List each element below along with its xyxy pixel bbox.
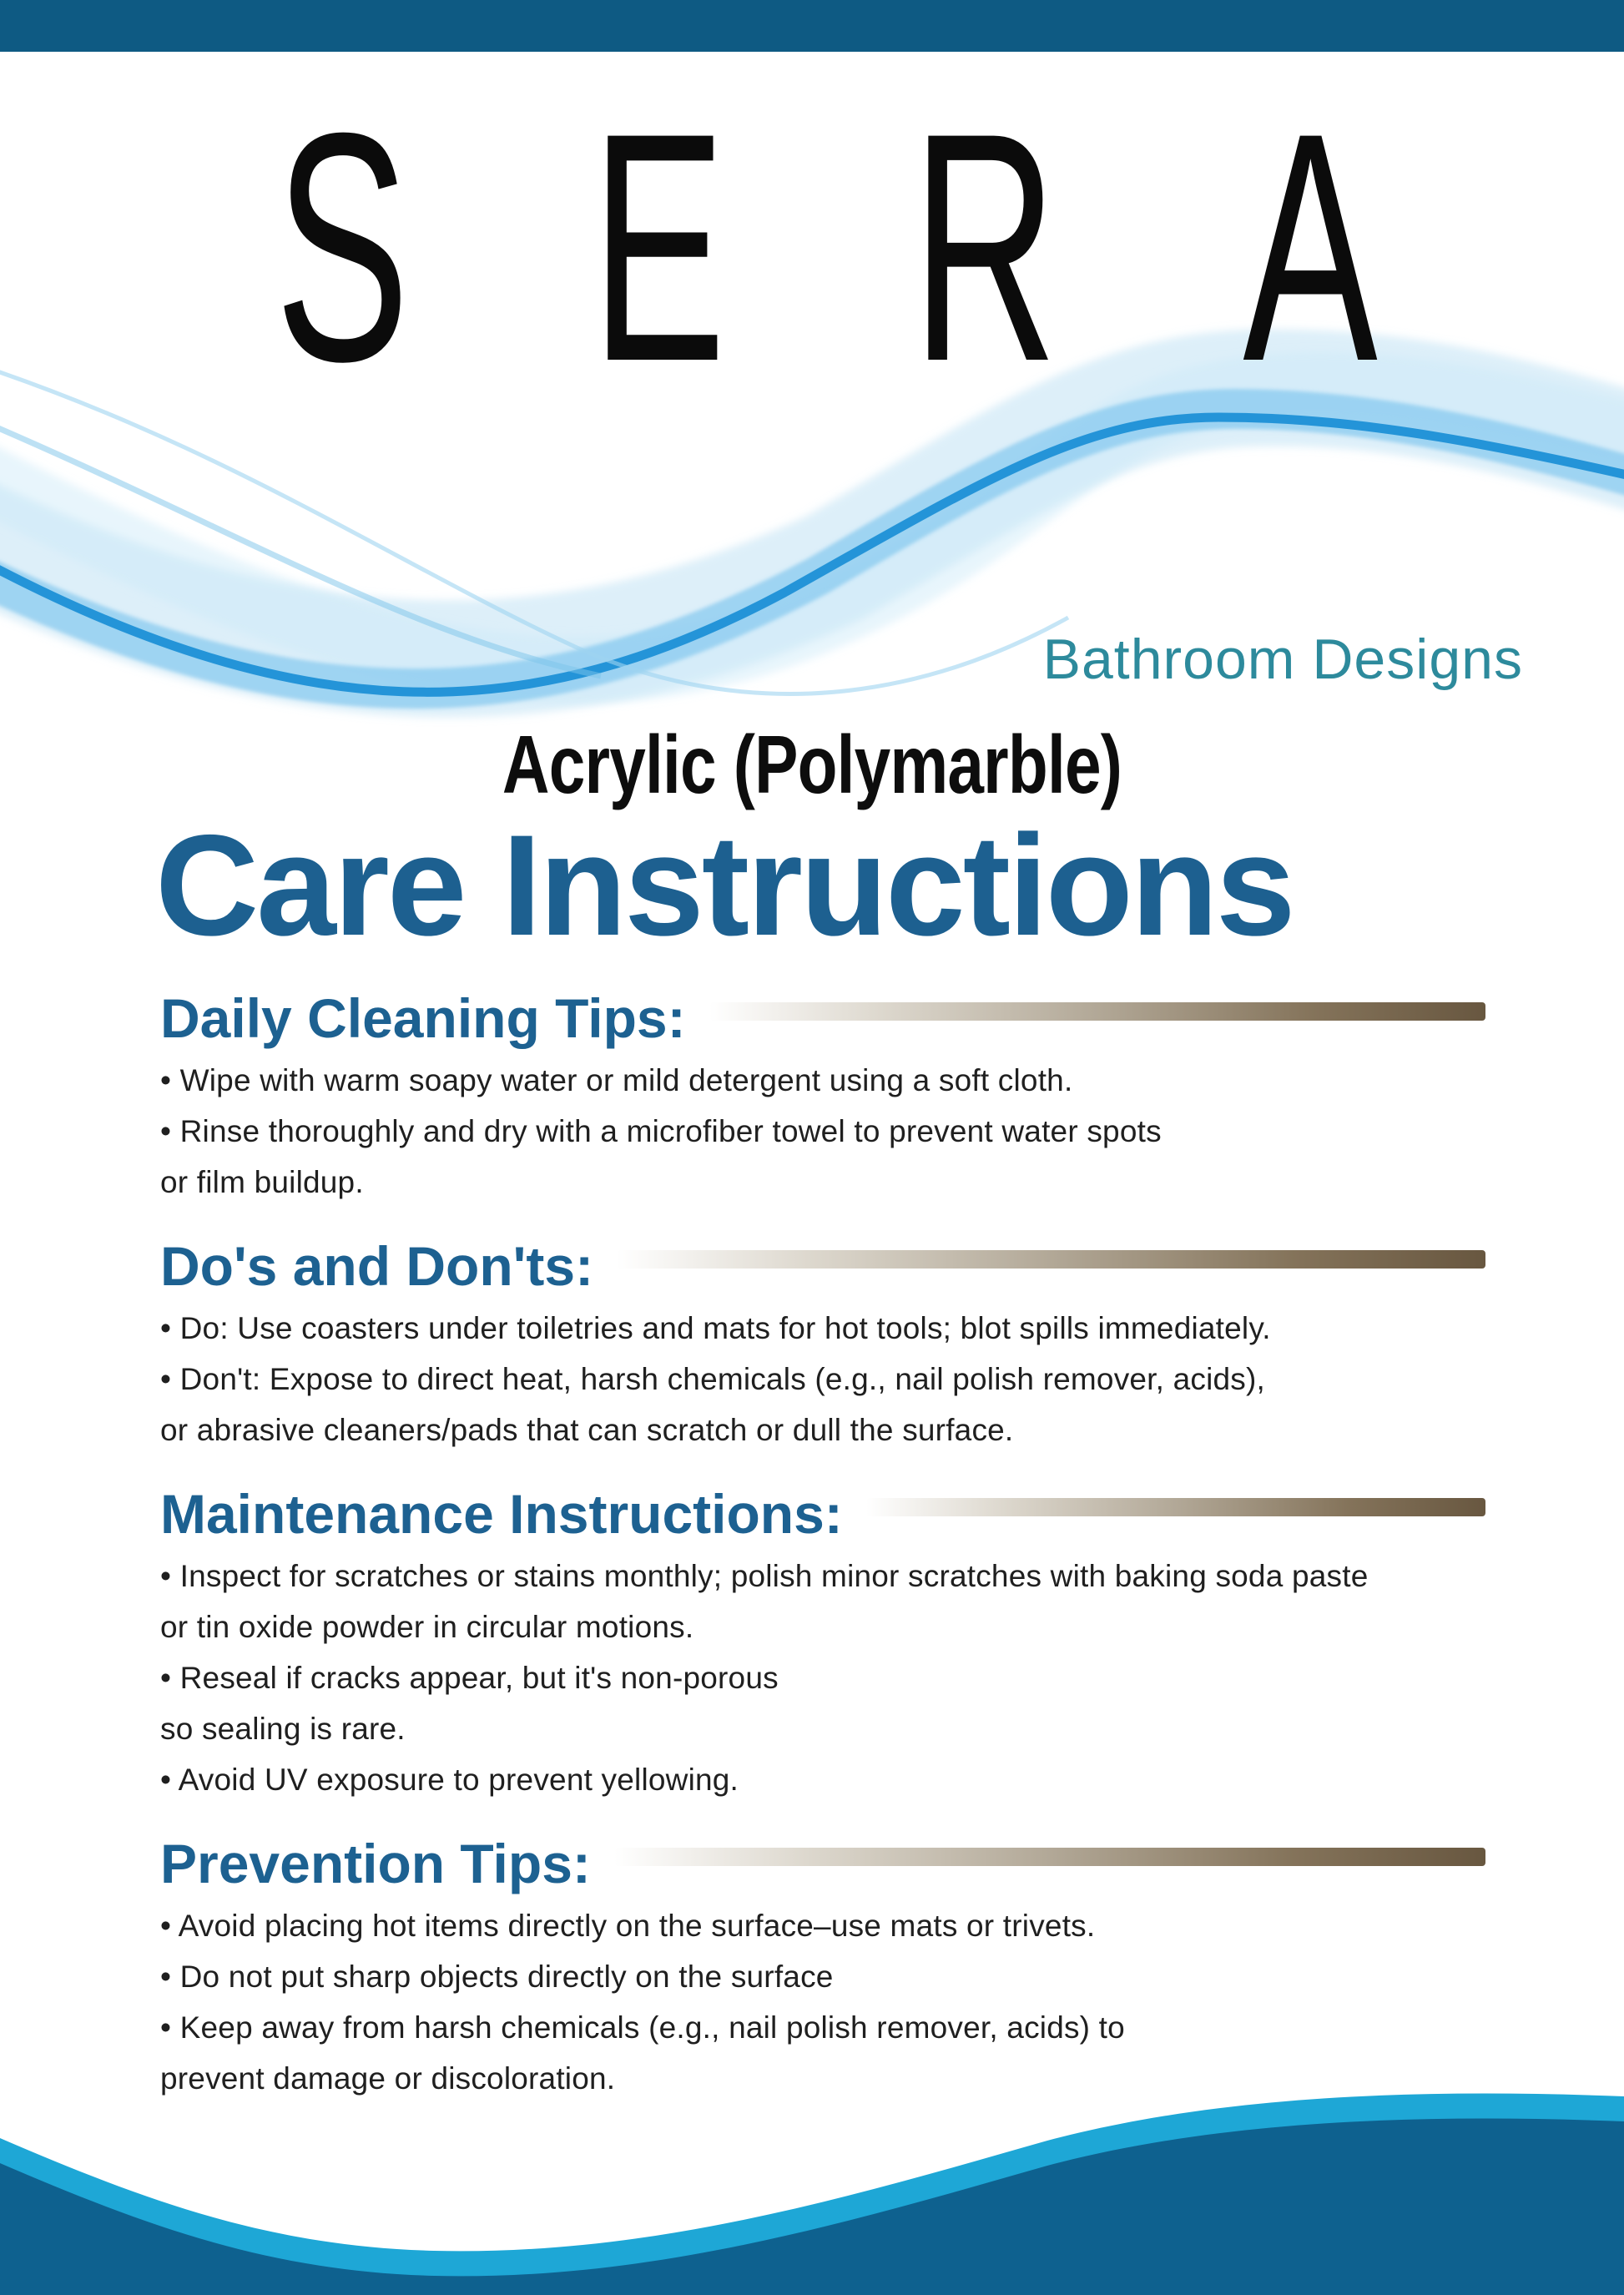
body-line: • Keep away from harsh chemicals (e.g., nail polish remover, acids) to [160, 2010, 1125, 2045]
body-line: • Do: Use coasters under toiletries and mats for hot tools; blot spills immediately. [160, 1311, 1271, 1345]
section-heading-row [160, 1480, 1485, 1547]
body-line: • Reseal if cracks appear, but it's non-porous [160, 1661, 779, 1695]
brand-logo [234, 65, 1419, 429]
section-lines [160, 1303, 1485, 1455]
body-line: so sealing is rare. [160, 1712, 406, 1746]
page-title: Care Instructions [155, 805, 1294, 966]
brand-letter: R [911, 65, 1058, 429]
section-lines [160, 1900, 1485, 2104]
section-heading: Do's and Don'ts: [160, 1235, 594, 1297]
top-accent-bar [0, 0, 1624, 52]
body-line: • Wipe with warm soapy water or mild detergent using a soft cloth. [160, 1063, 1073, 1097]
section-heading-row [160, 985, 1485, 1052]
heading-rule [617, 1250, 1485, 1269]
heading-rule [709, 1002, 1485, 1021]
care-section [160, 1233, 1485, 1455]
body-line: or film buildup. [160, 1165, 364, 1199]
body-line: • Avoid placing hot items directly on the surface–use mats or trivets. [160, 1909, 1096, 1943]
body-line: or abrasive cleaners/pads that can scratch or dull the surface. [160, 1413, 1014, 1447]
body-line: • Inspect for scratches or stains monthly; polish minor scratches with baking soda paste [160, 1559, 1369, 1593]
product-subtitle: Acrylic (Polymarble) [502, 719, 1122, 810]
care-section [160, 1480, 1485, 1805]
section-heading-row [160, 1830, 1485, 1897]
section-heading: Prevention Tips: [160, 1833, 591, 1894]
section-lines [160, 1055, 1485, 1208]
body-line: • Avoid UV exposure to prevent yellowing. [160, 1763, 739, 1797]
body-line: prevent damage or discoloration. [160, 2061, 616, 2096]
body-line: • Do not put sharp objects directly on the surface [160, 1960, 834, 1994]
heading-rule [866, 1498, 1485, 1516]
brand-letter: E [591, 65, 727, 429]
care-section [160, 1830, 1485, 2104]
care-section [160, 985, 1485, 1208]
body-line: • Rinse thoroughly and dry with a microfiber towel to prevent water spots [160, 1114, 1162, 1148]
section-heading: Daily Cleaning Tips: [160, 987, 686, 1049]
sections [160, 985, 1485, 2129]
section-heading: Maintenance Instructions: [160, 1483, 843, 1545]
brand-tagline: Bathroom Designs [1042, 628, 1523, 691]
body-line: • Don't: Expose to direct heat, harsh chemicals (e.g., nail polish remover, acids), [160, 1362, 1265, 1396]
brand-letter: A [1243, 65, 1378, 429]
section-lines [160, 1551, 1485, 1805]
brand-letter: S [275, 65, 410, 429]
body-line: or tin oxide powder in circular motions. [160, 1610, 694, 1644]
heading-rule [614, 1848, 1485, 1866]
section-heading-row [160, 1233, 1485, 1299]
